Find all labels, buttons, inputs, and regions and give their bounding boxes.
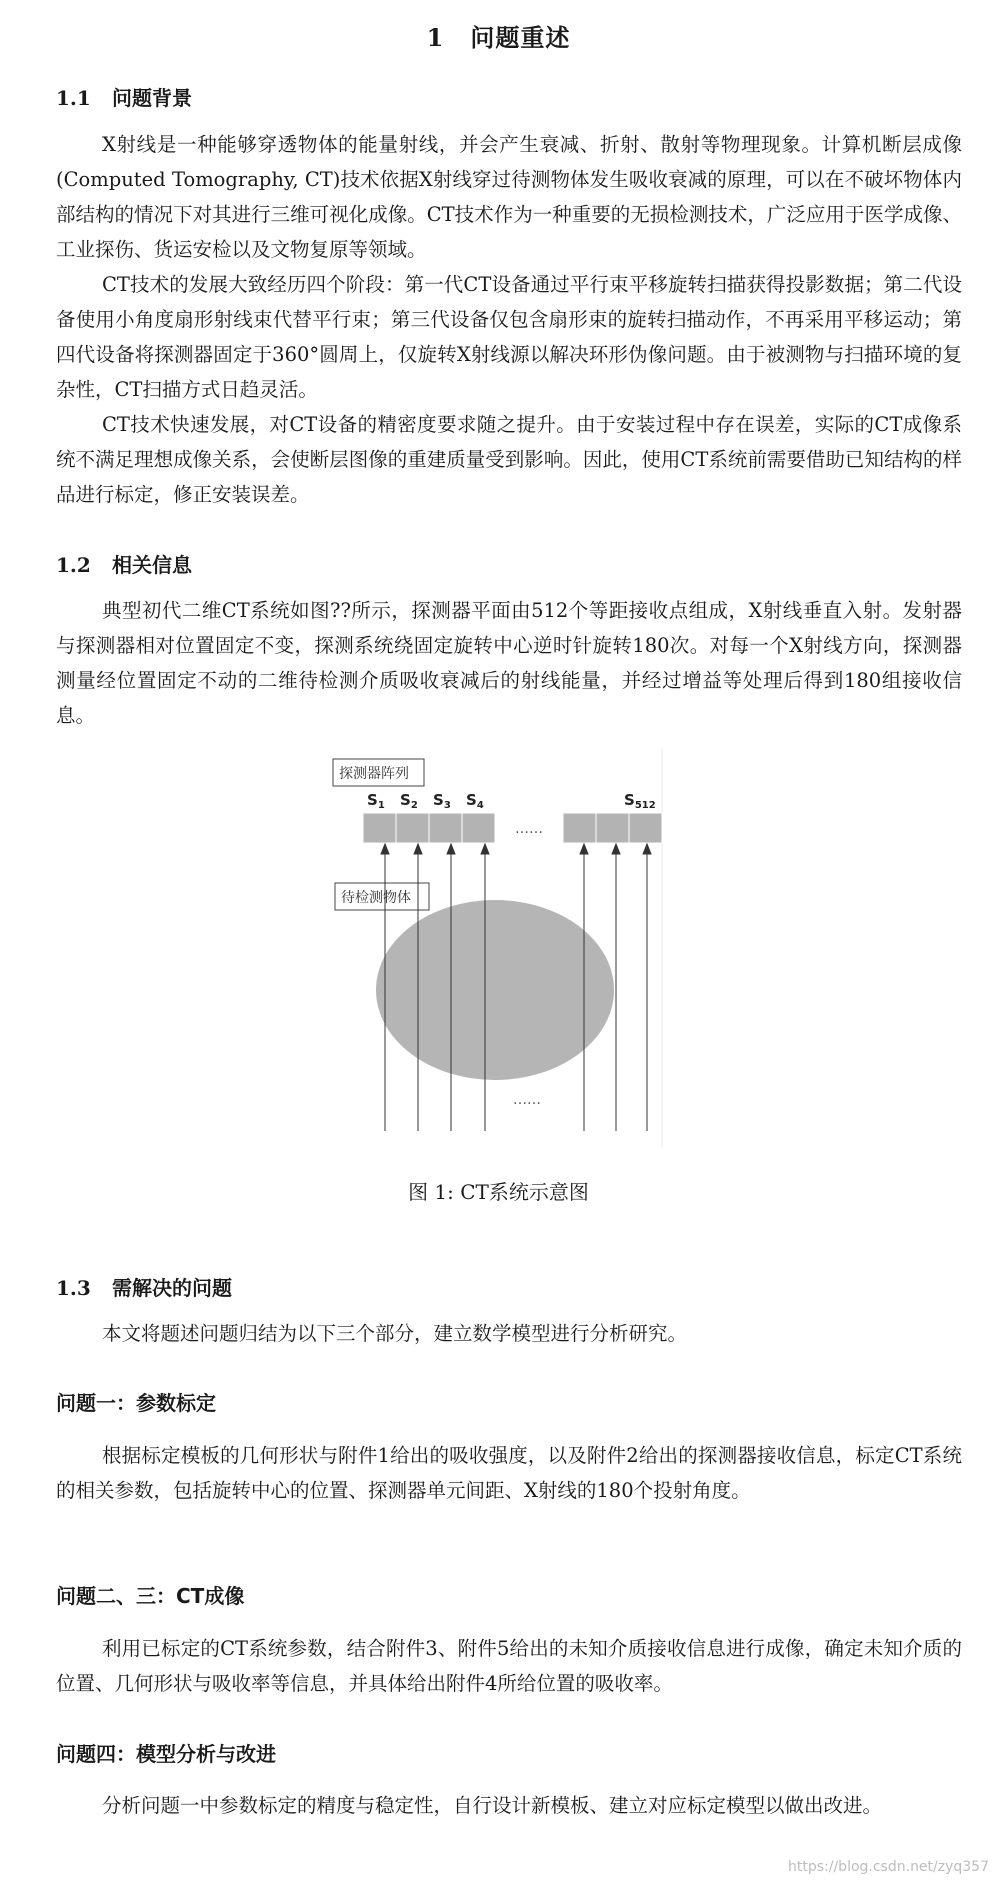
watermark: https://blog.csdn.net/zyq357 [788, 1859, 989, 1875]
page-title [0, 18, 997, 53]
dots-top: …… [515, 821, 543, 837]
ray-arrow [481, 844, 489, 854]
section-title: 需解决的问题 [112, 1276, 232, 1300]
cell-label-s1: $S_1$ [367, 791, 385, 811]
paragraph: 根据标定模板的几何形状与附件1给出的吸收强度，以及附件2给出的探测器接收信息，标定CT系统的相关参数，包括旋转中心的位置、探测器单元间距、X射线的180个投射角度。 [56, 1444, 962, 1502]
section-heading-1-1 [56, 82, 192, 111]
detector-cell [429, 813, 462, 843]
detector-cell [596, 813, 629, 843]
paragraph: 本文将题述问题归结为以下三个部分，建立数学模型进行分析研究。 [102, 1322, 688, 1345]
detector-array [363, 813, 662, 843]
section-number: 1.1 [56, 86, 91, 110]
ray-arrow [643, 844, 651, 854]
detector-cell [629, 813, 662, 843]
problem-heading: 问题一：参数标定 [56, 1391, 216, 1415]
detector-label: 探测器阵列 [339, 766, 409, 782]
problem-heading: 问题二、三：CT成像 [56, 1584, 245, 1608]
detector-cell [563, 813, 596, 843]
ct-system-figure [325, 748, 670, 1148]
ray-arrow [381, 844, 389, 854]
cell-label-s512: $S_{512}$ [624, 791, 656, 811]
cell-label-s4: $S_4$ [466, 791, 484, 811]
paragraph: X射线是一种能够穿透物体的能量射线，并会产生衰减、折射、散射等物理现象。计算机断层成像(Computed Tomography, CT)技术依据X射线穿过待测物体发生吸收衰减的原理，可以在不破坏物体内部结构的情况下对其进行三维可视化成像。CT技术作为一种重要的无损检测技术，广泛应用于医学成像、工业探伤、货运安检以及文物复原等领域。 [56, 133, 962, 261]
dots-bottom: …… [513, 1092, 541, 1108]
object-label: 待检测物体 [341, 890, 411, 906]
detector-cell [396, 813, 429, 843]
detector-cell [462, 813, 495, 843]
title-number: 1 [426, 23, 445, 52]
paragraph: 典型初代二维CT系统如图??所示，探测器平面由512个等距接收点组成，X射线垂直入射。发射器与探测器相对位置固定不变，探测系统绕固定旋转中心逆时针旋转180次。对每一个X射线方向，探测器测量经位置固定不动的二维待检测介质吸收衰减后的射线能量，并经过增益等处理后得到180组接收信息。 [56, 599, 962, 727]
section-title: 问题背景 [112, 86, 192, 110]
problem-heading: 问题四：模型分析与改进 [56, 1742, 276, 1766]
section-title: 相关信息 [112, 553, 192, 577]
section-number: 1.3 [56, 1276, 91, 1300]
paragraph: 分析问题一中参数标定的精度与稳定性，自行设计新模板、建立对应标定模型以做出改进。 [102, 1794, 883, 1817]
cell-label-s2: $S_2$ [400, 791, 418, 811]
paragraph: CT技术的发展大致经历四个阶段：第一代CT设备通过平行束平移旋转扫描获得投影数据；第二代设备使用小角度扇形射线束代替平行束；第三代设备仅包含扇形束的旋转扫描动作，不再采用平移运动；第四代设备将探测器固定于360°圆周上，仅旋转X射线源以解决环形伪像问题。由于被测物与扫描环境的复杂性，CT扫描方式日趋灵活。 [56, 273, 962, 401]
ray-arrow [580, 844, 588, 854]
section-heading-1-2 [56, 549, 192, 578]
ray-arrow [612, 844, 620, 854]
section-heading-1-3 [56, 1272, 232, 1301]
ray-arrow [414, 844, 422, 854]
paragraph: CT技术快速发展，对CT设备的精密度要求随之提升。由于安装过程中存在误差，实际的CT成像系统不满足理想成像关系，会使断层图像的重建质量受到影响。因此，使用CT系统前需要借助已知结构的样品进行标定，修正安装误差。 [56, 413, 962, 506]
figure-caption: 图 1: CT系统示意图 [408, 1180, 589, 1204]
section-number: 1.2 [56, 553, 91, 577]
ray-arrow [447, 844, 455, 854]
detector-cell [363, 813, 396, 843]
paragraph: 利用已标定的CT系统参数，结合附件3、附件5给出的未知介质接收信息进行成像，确定未知介质的位置、几何形状与吸收率等信息，并具体给出附件4所给位置的吸收率。 [56, 1637, 962, 1695]
title-text: 问题重述 [470, 23, 571, 52]
object-ellipse [376, 900, 614, 1080]
cell-label-s3: $S_3$ [433, 791, 451, 811]
